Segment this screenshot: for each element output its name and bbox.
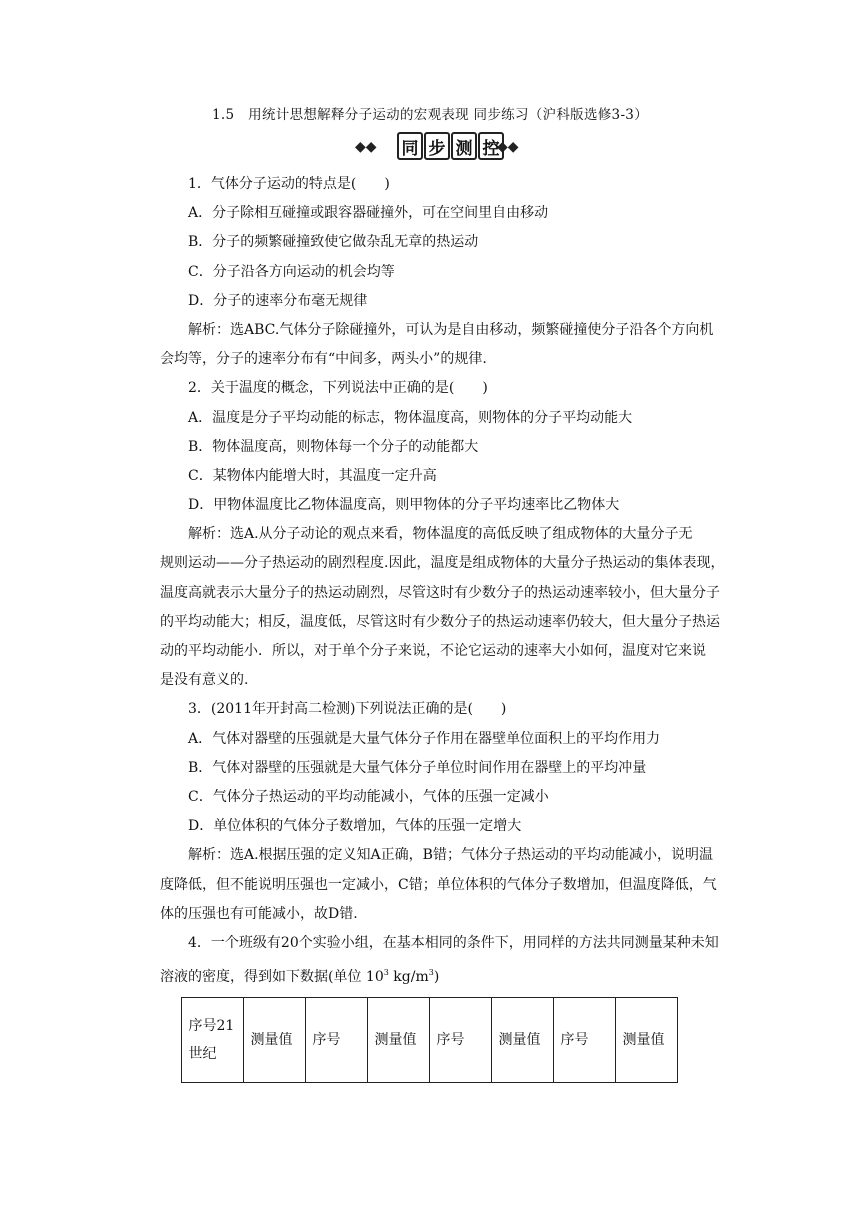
unit-line [160,958,685,987]
text-line: B．物体温度高，则物体每一个分子的动能都大 [188,438,479,455]
banner-char: 同 [397,132,423,160]
page-title: 1.5 用统计思想解释分子运动的宏观表现 同步练习（沪科版选修3-3） [212,107,648,123]
table-header-cell: 序号 [436,1032,465,1048]
unit-text: ) [433,969,440,986]
exercise-body [160,170,725,987]
text-line: D．分子的速率分布毫无规律 [188,292,368,309]
text-line: 会均等，分子的速率分布有“中间多，两头小”的规律. [160,351,487,368]
unit-superscript: 3 [383,968,389,978]
question-line: 1．气体分子运动的特点是( ) [188,176,390,192]
text-line: 规则运动——分子热运动的剧烈程度.因此，温度是组成物体的大量分子热运动的集体表现， [160,555,725,572]
diamond-ornament-left: ◆◆ [355,139,377,155]
text-line: 的平均动能大；相反，温度低，尽管这时有少数分子的热运动速率仍较大，但大量分子热运 [160,613,720,630]
text-line: A．温度是分子平均动能的标志，物体温度高，则物体的分子平均动能大 [188,409,633,426]
table-header-cell: 序号21世纪 [188,1018,235,1062]
text-line: A．分子除相互碰撞或跟容器碰撞外，可在空间里自由移动 [188,205,549,222]
question-line: 4．一个班级有20个实验小组，在基本相同的条件下，用同样的方法共同测量某种未知 [188,934,719,951]
table-header-row [182,998,678,1083]
text-line: 解析：选A.从分子动论的观点来看，物体温度的高低反映了组成物体的大量分子无 [188,526,693,543]
text-line: B．分子的频繁碰撞致使它做杂乱无章的热运动 [188,234,479,251]
text-line: C．气体分子热运动的平均动能减小，气体的压强一定减小 [188,788,549,805]
table-header-cell: 测量值 [498,1032,541,1048]
banner-title [397,132,505,160]
banner-char: 控 [478,132,504,160]
table-header-cell: 序号 [560,1032,589,1048]
text-line: C．某物体内能增大时，其温度一定升高 [188,467,437,484]
unit-text: 溶液的密度，得到如下数据(单位 10 [160,969,384,986]
text-line: 温度高就表示大量分子的热运动剧烈，尽管这时有少数分子的热运动速率较小，但大量分子 [160,584,720,601]
text-line: 体的压强也有可能减小，故D错. [160,905,358,922]
text-line: 动的平均动能小．所以，对于单个分子来说，不论它运动的速率大小如何，温度对它来说 [160,643,706,659]
table-header-cell: 测量值 [374,1032,417,1048]
text-line: 是没有意义的. [160,672,249,689]
unit-superscript: 3 [428,968,434,978]
data-table [181,997,678,1083]
diamond-ornament-right: ◆◆ [497,139,519,155]
text-line: 解析：选ABC.气体分子除碰撞外，可认为是自由移动，频繁碰撞使分子沿各个方向机 [188,321,714,338]
table-header-cell: 序号 [312,1032,341,1048]
text-line: 解析：选A.根据压强的定义知A正确，B错；气体分子热运动的平均动能减小，说明温 [188,847,713,864]
text-line: C．分子沿各方向运动的机会均等 [188,263,395,280]
text-line: D．甲物体温度比乙物体温度高，则甲物体的分子平均速率比乙物体大 [188,497,620,514]
table-header-cell: 测量值 [250,1032,293,1048]
question-line: 3．(2011年开封高二检测)下列说法正确的是( ) [188,701,507,718]
text-line: 度降低，但不能说明压强也一定减小，C错；单位体积的气体分子数增加，但温度降低，气 [160,876,717,893]
text-line: D．单位体积的气体分子数增加，气体的压强一定增大 [188,818,522,835]
table-header-cell: 测量值 [622,1032,665,1048]
text-line: A．气体对器壁的压强就是大量气体分子作用在器壁单位面积上的平均作用力 [188,730,661,747]
banner-char: 步 [424,132,450,160]
unit-text: kg/m [388,969,429,986]
text-line: B．气体对器壁的压强就是大量气体分子单位时间作用在器壁上的平均冲量 [188,759,647,776]
question-line: 2．关于温度的概念，下列说法中正确的是( ) [188,380,488,397]
section-banner [355,131,535,163]
banner-char: 测 [451,132,477,160]
